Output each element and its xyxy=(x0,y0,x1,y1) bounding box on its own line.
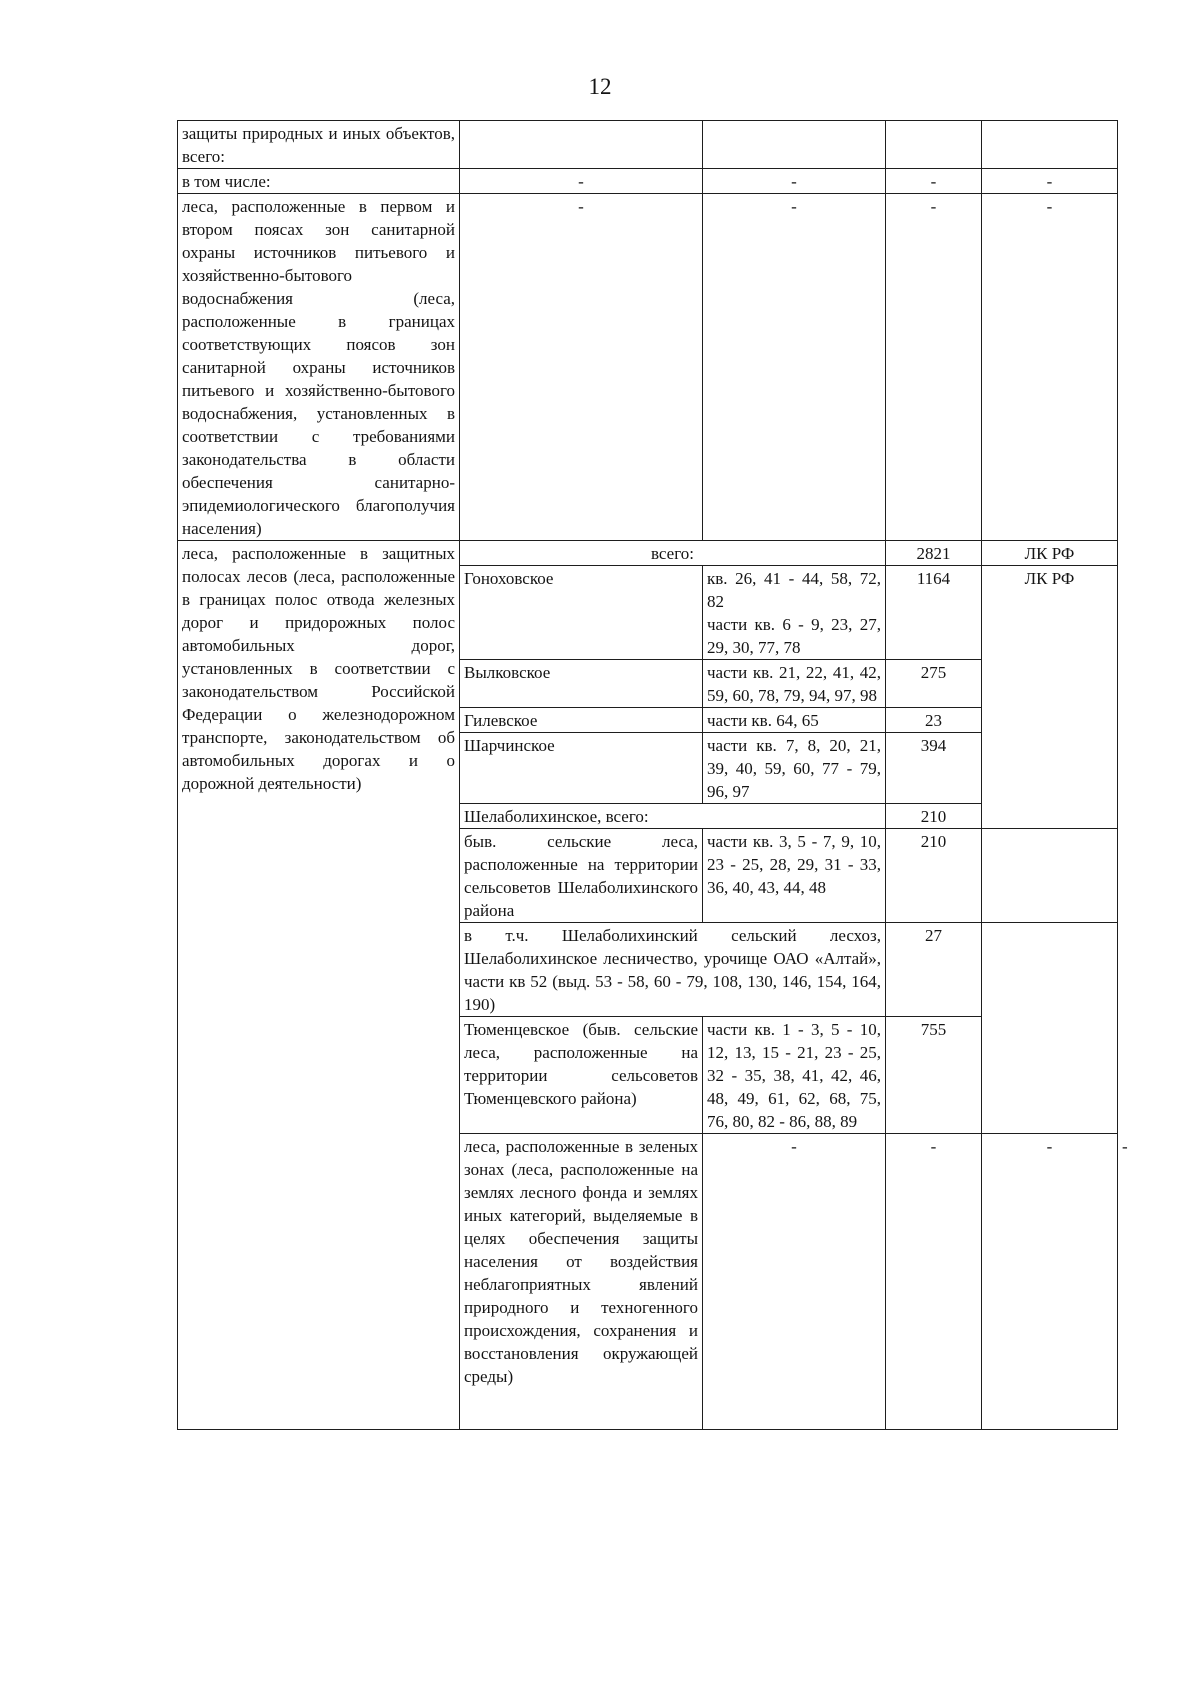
empty-cell xyxy=(703,121,886,169)
area-cell: 210 xyxy=(886,804,982,829)
category-cell: в том числе: xyxy=(178,169,460,194)
dash-cell: - xyxy=(460,169,703,194)
basis-cell: ЛК РФ xyxy=(982,566,1118,829)
dash-cell: - xyxy=(982,1134,1118,1430)
dash-cell: - xyxy=(982,194,1118,541)
table-row-total-header xyxy=(178,121,1118,169)
protective-forests-table xyxy=(177,120,1128,1430)
blocks-cell: части кв. 21, 22, 41, 42, 59, 60, 78, 79, 94, 97, 98 xyxy=(703,660,886,708)
area-cell: 1164 xyxy=(886,566,982,660)
leskhoz-cell: в т.ч. Шелаболихинский сельский лесхоз, Шелаболихинское лесничество, урочище ОАО «Алтай», части кв 52 (выд. 53 - 58, 60 - 79, 108, 130, 146, 154, 164, 190) xyxy=(460,923,886,1017)
basis-cell: ЛК РФ xyxy=(982,541,1118,566)
subtotal-label-cell: Шелаболихинское, всего: xyxy=(460,804,886,829)
area-cell: 27 xyxy=(886,923,982,1017)
page-number: 12 xyxy=(588,74,612,99)
area-cell: 23 xyxy=(886,708,982,733)
category-cell: защиты природных и иных объектов, всего: xyxy=(178,121,460,169)
category-cell: леса, расположенные в первом и втором поясах зон санитарной охраны источников питьевого и хозяйственно-бытового водоснабжения (леса, расположенные в границах соответствующих поясов зон санитарной охраны источников питьевого и хозяйственно-бытового водоснабжения, установленных в соответствии с требованиями законодательства в области обеспечения санитарно-эпидемиологического благополучия населения) xyxy=(178,194,460,541)
blocks-cell: части кв. 64, 65 xyxy=(703,708,886,733)
dash-cell: - xyxy=(886,1134,982,1430)
empty-cell xyxy=(982,923,1118,1134)
forestry-cell: Гилевское xyxy=(460,708,703,733)
blocks-cell: части кв. 3, 5 - 7, 9, 10, 23 - 25, 28, 29, 31 - 33, 36, 40, 43, 44, 48 xyxy=(703,829,886,923)
total-label-cell: всего: xyxy=(460,541,886,566)
forestry-cell: Тюменцевское (быв. сельские леса, расположенные на территории сельсоветов Тюменцевского района) xyxy=(460,1017,703,1134)
forestry-cell: быв. сельские леса, расположенные на территории сельсоветов Шелаболихинского района xyxy=(460,829,703,923)
forestry-cell: Гоноховское xyxy=(460,566,703,660)
empty-cell xyxy=(982,829,1118,923)
forestry-cell: Вылковское xyxy=(460,660,703,708)
dash-cell: - xyxy=(982,169,1118,194)
category-cell: леса, расположенные в зеленых зонах (леса, расположенные на землях лесного фонда и землях иных категорий, выделяемые в целях обеспечения защиты населения от воздействия неблагоприятных явлений природного и техногенного происхождения, сохранения и восстановления окружающей среды) xyxy=(460,1134,703,1430)
area-cell: 275 xyxy=(886,660,982,708)
dash-cell: - xyxy=(703,1134,886,1430)
category-cell: леса, расположенные в защитных полосах лесов (леса, расположенные в границах полос отвода железных дорог и придорожных полос автомобильных дорог, установленных в соответствии с законодательством Российской Федерации о железнодорожном транспорте, законодательством об автомобильных дорогах и о дорожной деятельности) xyxy=(178,541,460,1430)
dash-cell: - xyxy=(886,169,982,194)
table-row-water-protection xyxy=(178,194,1118,541)
area-cell: 2821 xyxy=(886,541,982,566)
blocks-cell: части кв. 1 - 3, 5 - 10, 12, 13, 15 - 21, 23 - 25, 32 - 35, 38, 41, 42, 46, 48, 49, 61, 62, 68, 75, 76, 80, 82 - 86, 88, 89 xyxy=(703,1017,886,1134)
table-row-green-zones: леса, расположенные в зеленых зонах (леса, расположенные на землях лесного фонда и землях иных категорий, выделяемые в целях обеспечения защиты населения от воздействия неблагоприятных явлений природного и техногенного происхождения, сохранения и восстановления окружающей среды) - - - - xyxy=(178,1134,1118,1430)
blocks-cell: кв. 26, 41 - 44, 58, 72, 82 части кв. 6 - 9, 23, 27, 29, 30, 77, 78 xyxy=(703,566,886,660)
empty-cell xyxy=(886,121,982,169)
table-row-protective-total xyxy=(178,541,1118,566)
empty-cell xyxy=(982,121,1118,169)
dash-cell: - xyxy=(703,194,886,541)
dash-cell: - xyxy=(703,169,886,194)
forestry-cell: Шарчинское xyxy=(460,733,703,804)
area-cell: 394 xyxy=(886,733,982,804)
table-row-including xyxy=(178,169,1118,194)
area-cell: 755 xyxy=(886,1017,982,1134)
dash-cell: - xyxy=(886,194,982,541)
area-cell: 210 xyxy=(886,829,982,923)
blocks-cell: части кв. 7, 8, 20, 21, 39, 40, 59, 60, 77 - 79, 96, 97 xyxy=(703,733,886,804)
empty-cell xyxy=(460,121,703,169)
dash-cell: - xyxy=(460,194,703,541)
